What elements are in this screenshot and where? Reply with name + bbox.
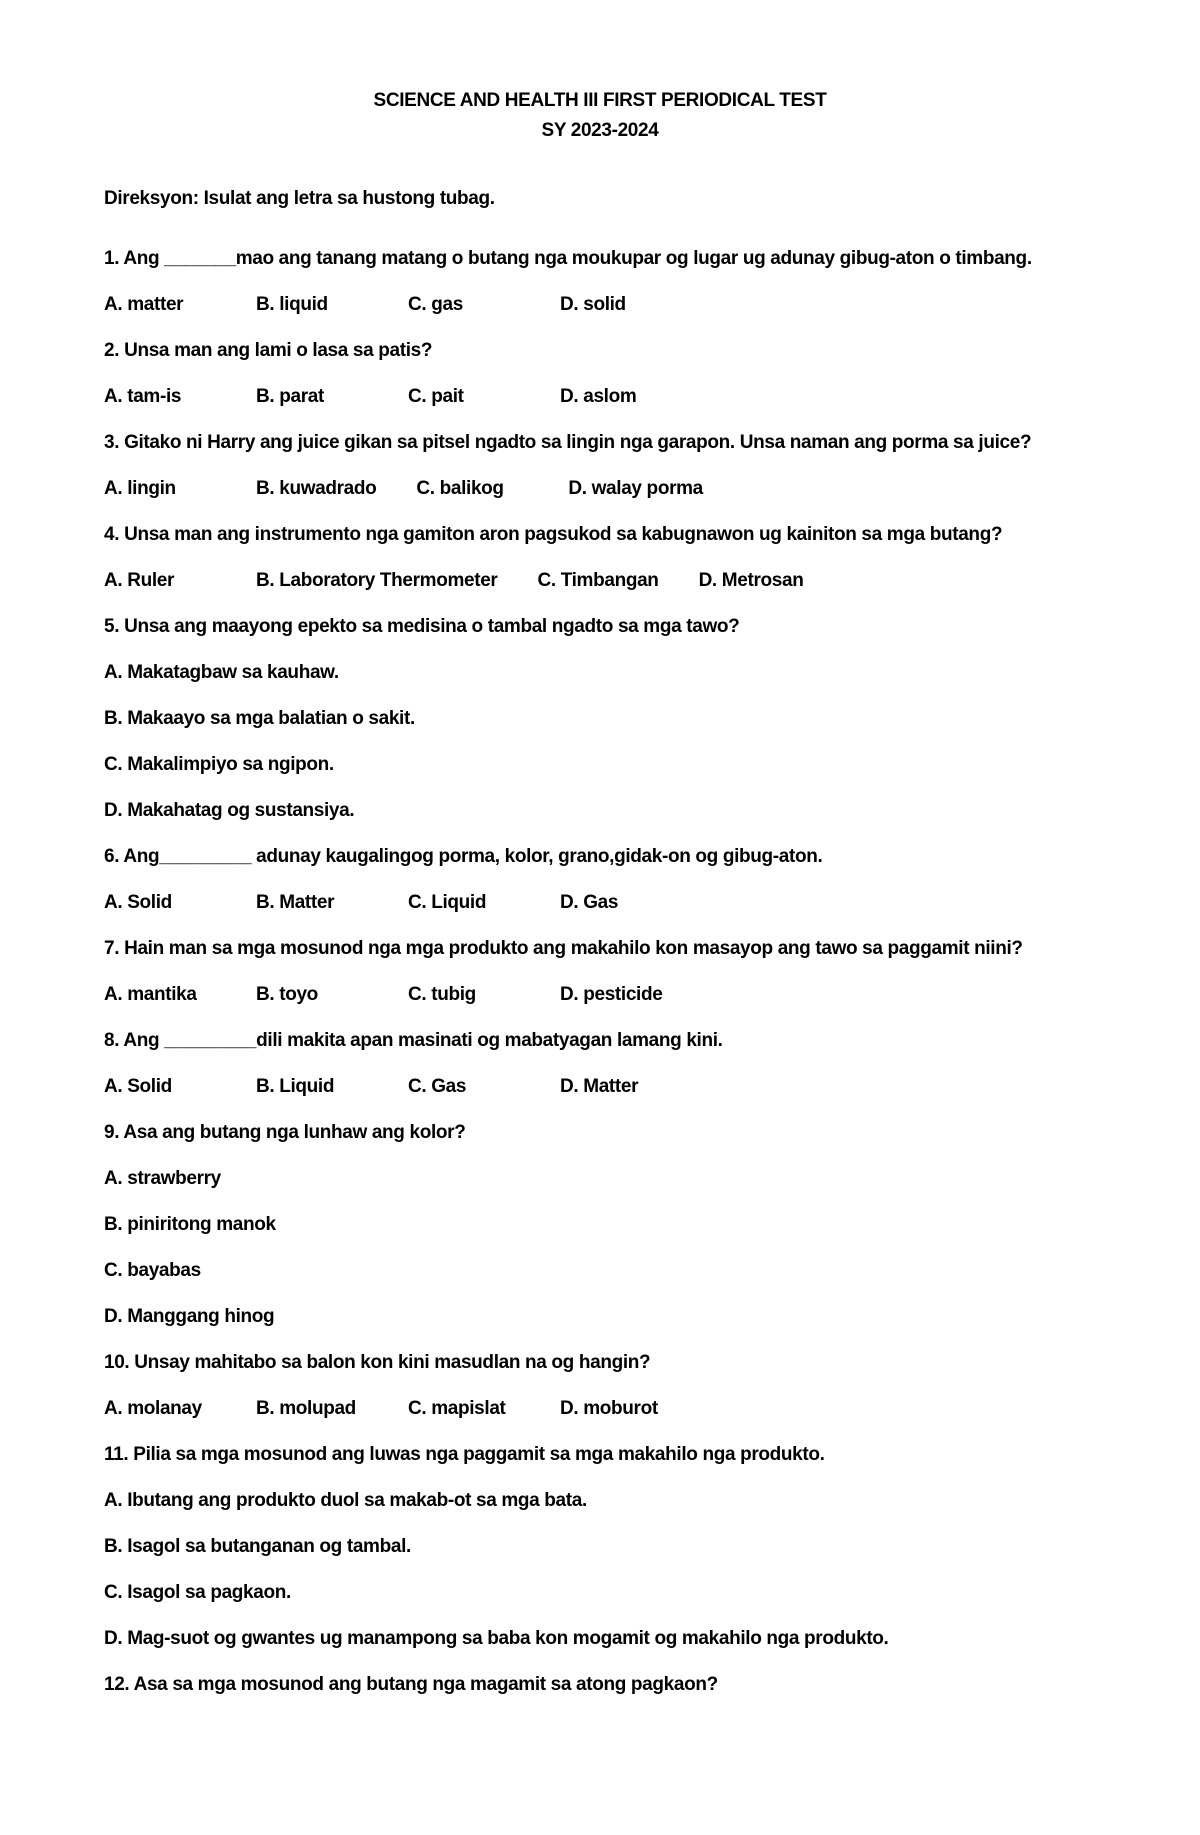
option-b: B. liquid [256, 294, 328, 315]
option-b: B. Isagol sa butanganan og tambal. [104, 1536, 411, 1557]
option-d: D. Gas [560, 892, 619, 913]
option-c: C. Makalimpiyo sa ngipon. [104, 754, 334, 775]
option-c: C. Timbangan [537, 570, 659, 591]
question-11 [104, 1440, 1096, 1654]
question-6 [104, 842, 1096, 918]
question-4-options [104, 566, 1096, 596]
question-1 [104, 244, 1096, 320]
question-5 [104, 612, 1096, 826]
question-text: 8. Ang _________dili makita apan masinati og mabatyagan lamang kini. [104, 1030, 723, 1051]
option-d: D. aslom [560, 386, 637, 407]
option-a: A. matter [104, 294, 184, 315]
document-header [104, 86, 1096, 146]
option-a: A. mantika [104, 984, 197, 1005]
option-c: C. gas [408, 294, 463, 315]
question-6-options [104, 888, 1096, 918]
question-2 [104, 336, 1096, 412]
question-1-options [104, 290, 1096, 320]
option-a: A. molanay [104, 1398, 202, 1419]
option-a: A. tam-is [104, 386, 182, 407]
option-c: C. bayabas [104, 1260, 201, 1281]
question-10 [104, 1348, 1096, 1424]
question-text: 7. Hain man sa mga mosunod nga mga produkto ang makahilo kon masayop ang tawo sa paggamit niini? [104, 938, 1023, 959]
option-c: C. Isagol sa pagkaon. [104, 1582, 291, 1603]
option-c: C. Liquid [408, 892, 487, 913]
option-b: B. Laboratory Thermometer [256, 570, 498, 591]
question-3-options [104, 474, 1096, 504]
option-a: A. Solid [104, 1076, 172, 1097]
option-d: D. Makahatag og sustansiya. [104, 800, 355, 821]
option-a: A. Makatagbaw sa kauhaw. [104, 662, 339, 683]
question-9 [104, 1118, 1096, 1332]
question-text: 2. Unsa man ang lami o lasa sa patis? [104, 340, 433, 361]
question-7-options [104, 980, 1096, 1010]
question-text: 9. Asa ang butang nga lunhaw ang kolor? [104, 1122, 466, 1143]
school-year: SY 2023-2024 [541, 120, 659, 141]
question-12 [104, 1670, 1096, 1700]
question-text: 12. Asa sa mga mosunod ang butang nga magamit sa atong pagkaon? [104, 1674, 718, 1695]
page-title: SCIENCE AND HEALTH III FIRST PERIODICAL TEST [373, 90, 827, 111]
option-a: A. Ruler [104, 570, 175, 591]
question-7 [104, 934, 1096, 1010]
option-b: B. Liquid [256, 1076, 335, 1097]
option-d: D. Matter [560, 1076, 639, 1097]
option-b: B. kuwadrado [256, 478, 377, 499]
option-c: C. mapislat [408, 1398, 506, 1419]
question-text: 11. Pilia sa mga mosunod ang luwas nga paggamit sa mga makahilo nga produkto. [104, 1444, 825, 1465]
option-b: B. Matter [256, 892, 335, 913]
question-8-options [104, 1072, 1096, 1102]
option-d: D. Metrosan [698, 570, 804, 591]
question-text: 4. Unsa man ang instrumento nga gamiton aron pagsukod sa kabugnawon ug kainiton sa mga butang? [104, 524, 1003, 545]
option-b: B. toyo [256, 984, 318, 1005]
option-c: C. Gas [408, 1076, 467, 1097]
question-text: 1. Ang _______mao ang tanang matang o butang nga moukupar og lugar ug adunay gibug-aton o timbang. [104, 248, 1032, 269]
option-d: D. Manggang hinog [104, 1306, 275, 1327]
option-d: D. moburot [560, 1398, 658, 1419]
question-text: 3. Gitako ni Harry ang juice gikan sa pitsel ngadto sa lingin nga garapon. Unsa naman ang porma sa juice? [104, 432, 1032, 453]
question-2-options [104, 382, 1096, 412]
option-b: B. piniritong manok [104, 1214, 276, 1235]
option-d: D. Mag-suot og gwantes ug manampong sa baba kon mogamit og makahilo nga produkto. [104, 1628, 889, 1649]
question-10-options [104, 1394, 1096, 1424]
option-c: C. balikog [416, 478, 504, 499]
question-4 [104, 520, 1096, 596]
option-b: B. Makaayo sa mga balatian o sakit. [104, 708, 415, 729]
option-a: A. strawberry [104, 1168, 221, 1189]
option-d: D. solid [560, 294, 626, 315]
option-d: D. pesticide [560, 984, 663, 1005]
option-a: A. Ibutang ang produkto duol sa makab-ot sa mga bata. [104, 1490, 587, 1511]
option-a: A. Solid [104, 892, 172, 913]
question-8 [104, 1026, 1096, 1102]
question-3 [104, 428, 1096, 504]
question-text: 6. Ang_________ adunay kaugalingog porma, kolor, grano,gidak-on og gibug-aton. [104, 846, 823, 867]
option-c: C. pait [408, 386, 464, 407]
option-a: A. lingin [104, 478, 176, 499]
option-b: B. parat [256, 386, 324, 407]
option-b: B. molupad [256, 1398, 356, 1419]
question-text: 5. Unsa ang maayong epekto sa medisina o tambal ngadto sa mga tawo? [104, 616, 740, 637]
option-c: C. tubig [408, 984, 476, 1005]
direction-text: Direksyon: Isulat ang letra sa hustong tubag. [104, 188, 495, 209]
option-d: D. walay porma [568, 478, 703, 499]
question-text: 10. Unsay mahitabo sa balon kon kini masudlan na og hangin? [104, 1352, 651, 1373]
